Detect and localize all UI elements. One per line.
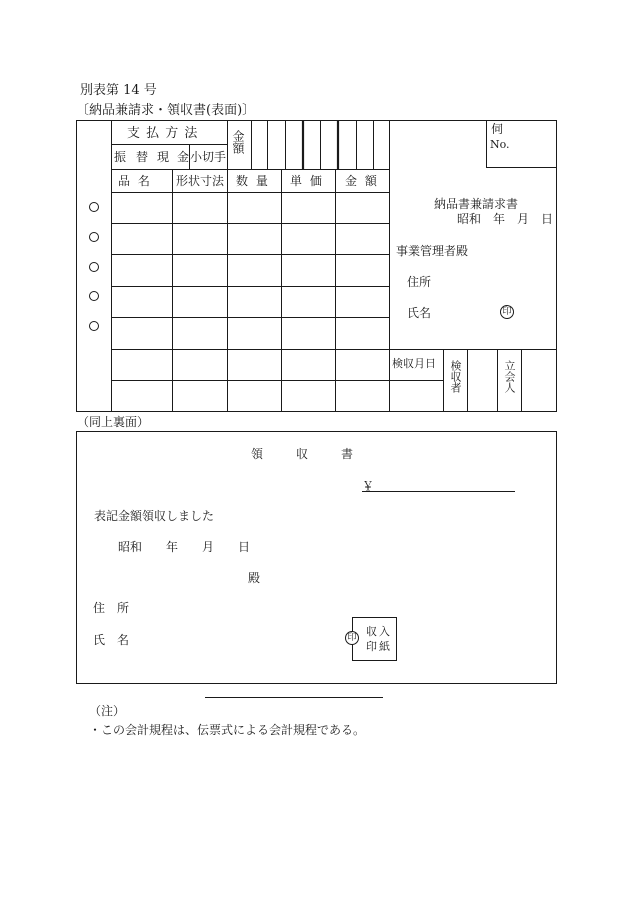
inquiry-no: No. xyxy=(490,138,510,151)
back-date-line: 昭和 年 月 日 xyxy=(118,540,251,554)
payment-kind-1: 振 xyxy=(114,150,127,164)
circle-mark-5 xyxy=(89,321,99,331)
front-seal-mark: 印 xyxy=(500,305,514,319)
inspector-label: 検収者 xyxy=(449,360,462,393)
payment-kind-5: 小切手 xyxy=(190,150,227,164)
back-address-label: 住 所 xyxy=(93,601,130,615)
circle-mark-2 xyxy=(89,232,99,242)
yen-sign: ￥ xyxy=(362,479,375,493)
payment-kind-4: 金 xyxy=(177,150,190,164)
column-unit-price: 単 価 xyxy=(290,174,324,188)
payment-kind-2: 替 xyxy=(136,150,149,164)
note-label: （注） xyxy=(89,704,126,718)
back-caption: （同上裏面） xyxy=(77,415,150,429)
payment-method-label: 支 払 方 法 xyxy=(127,126,199,141)
table-number: 別表第 14 号 xyxy=(80,83,157,98)
front-date-line: 昭和 年 月 日 xyxy=(457,212,554,226)
received-text: 表記金額領収しました xyxy=(94,509,215,523)
column-dimensions: 形状寸法 xyxy=(176,174,225,188)
amount-header: 金額 xyxy=(231,130,245,154)
note-text: ・この会計規程は、伝票式による会計規程である。 xyxy=(89,723,366,737)
front-name-label: 氏名 xyxy=(407,306,432,320)
form-title: 〔納品兼請求・領収書(表面)〕 xyxy=(76,103,256,118)
back-addressee-suffix: 殿 xyxy=(248,571,261,585)
column-quantity: 数 量 xyxy=(236,174,270,188)
receipt-title: 領 収 書 xyxy=(251,447,357,461)
column-amount: 金 額 xyxy=(345,174,379,188)
circle-mark-1 xyxy=(89,202,99,212)
inspection-date-label: 検収月日 xyxy=(392,357,436,370)
addressee: 事業管理者殿 xyxy=(396,244,469,258)
inquiry-label: 伺 xyxy=(491,122,504,136)
column-item-name: 品 名 xyxy=(118,174,152,188)
revenue-stamp-label: 収入印紙 xyxy=(366,625,392,653)
witness-label: 立会人 xyxy=(503,360,516,393)
circle-mark-3 xyxy=(89,262,99,272)
front-address-label: 住所 xyxy=(407,275,432,289)
back-seal-mark: 印 xyxy=(345,631,359,645)
back-name-label: 氏 名 xyxy=(93,633,130,647)
payment-kind-3: 現 xyxy=(157,150,170,164)
document-name: 納品書兼請求書 xyxy=(434,197,519,211)
circle-mark-4 xyxy=(89,291,99,301)
